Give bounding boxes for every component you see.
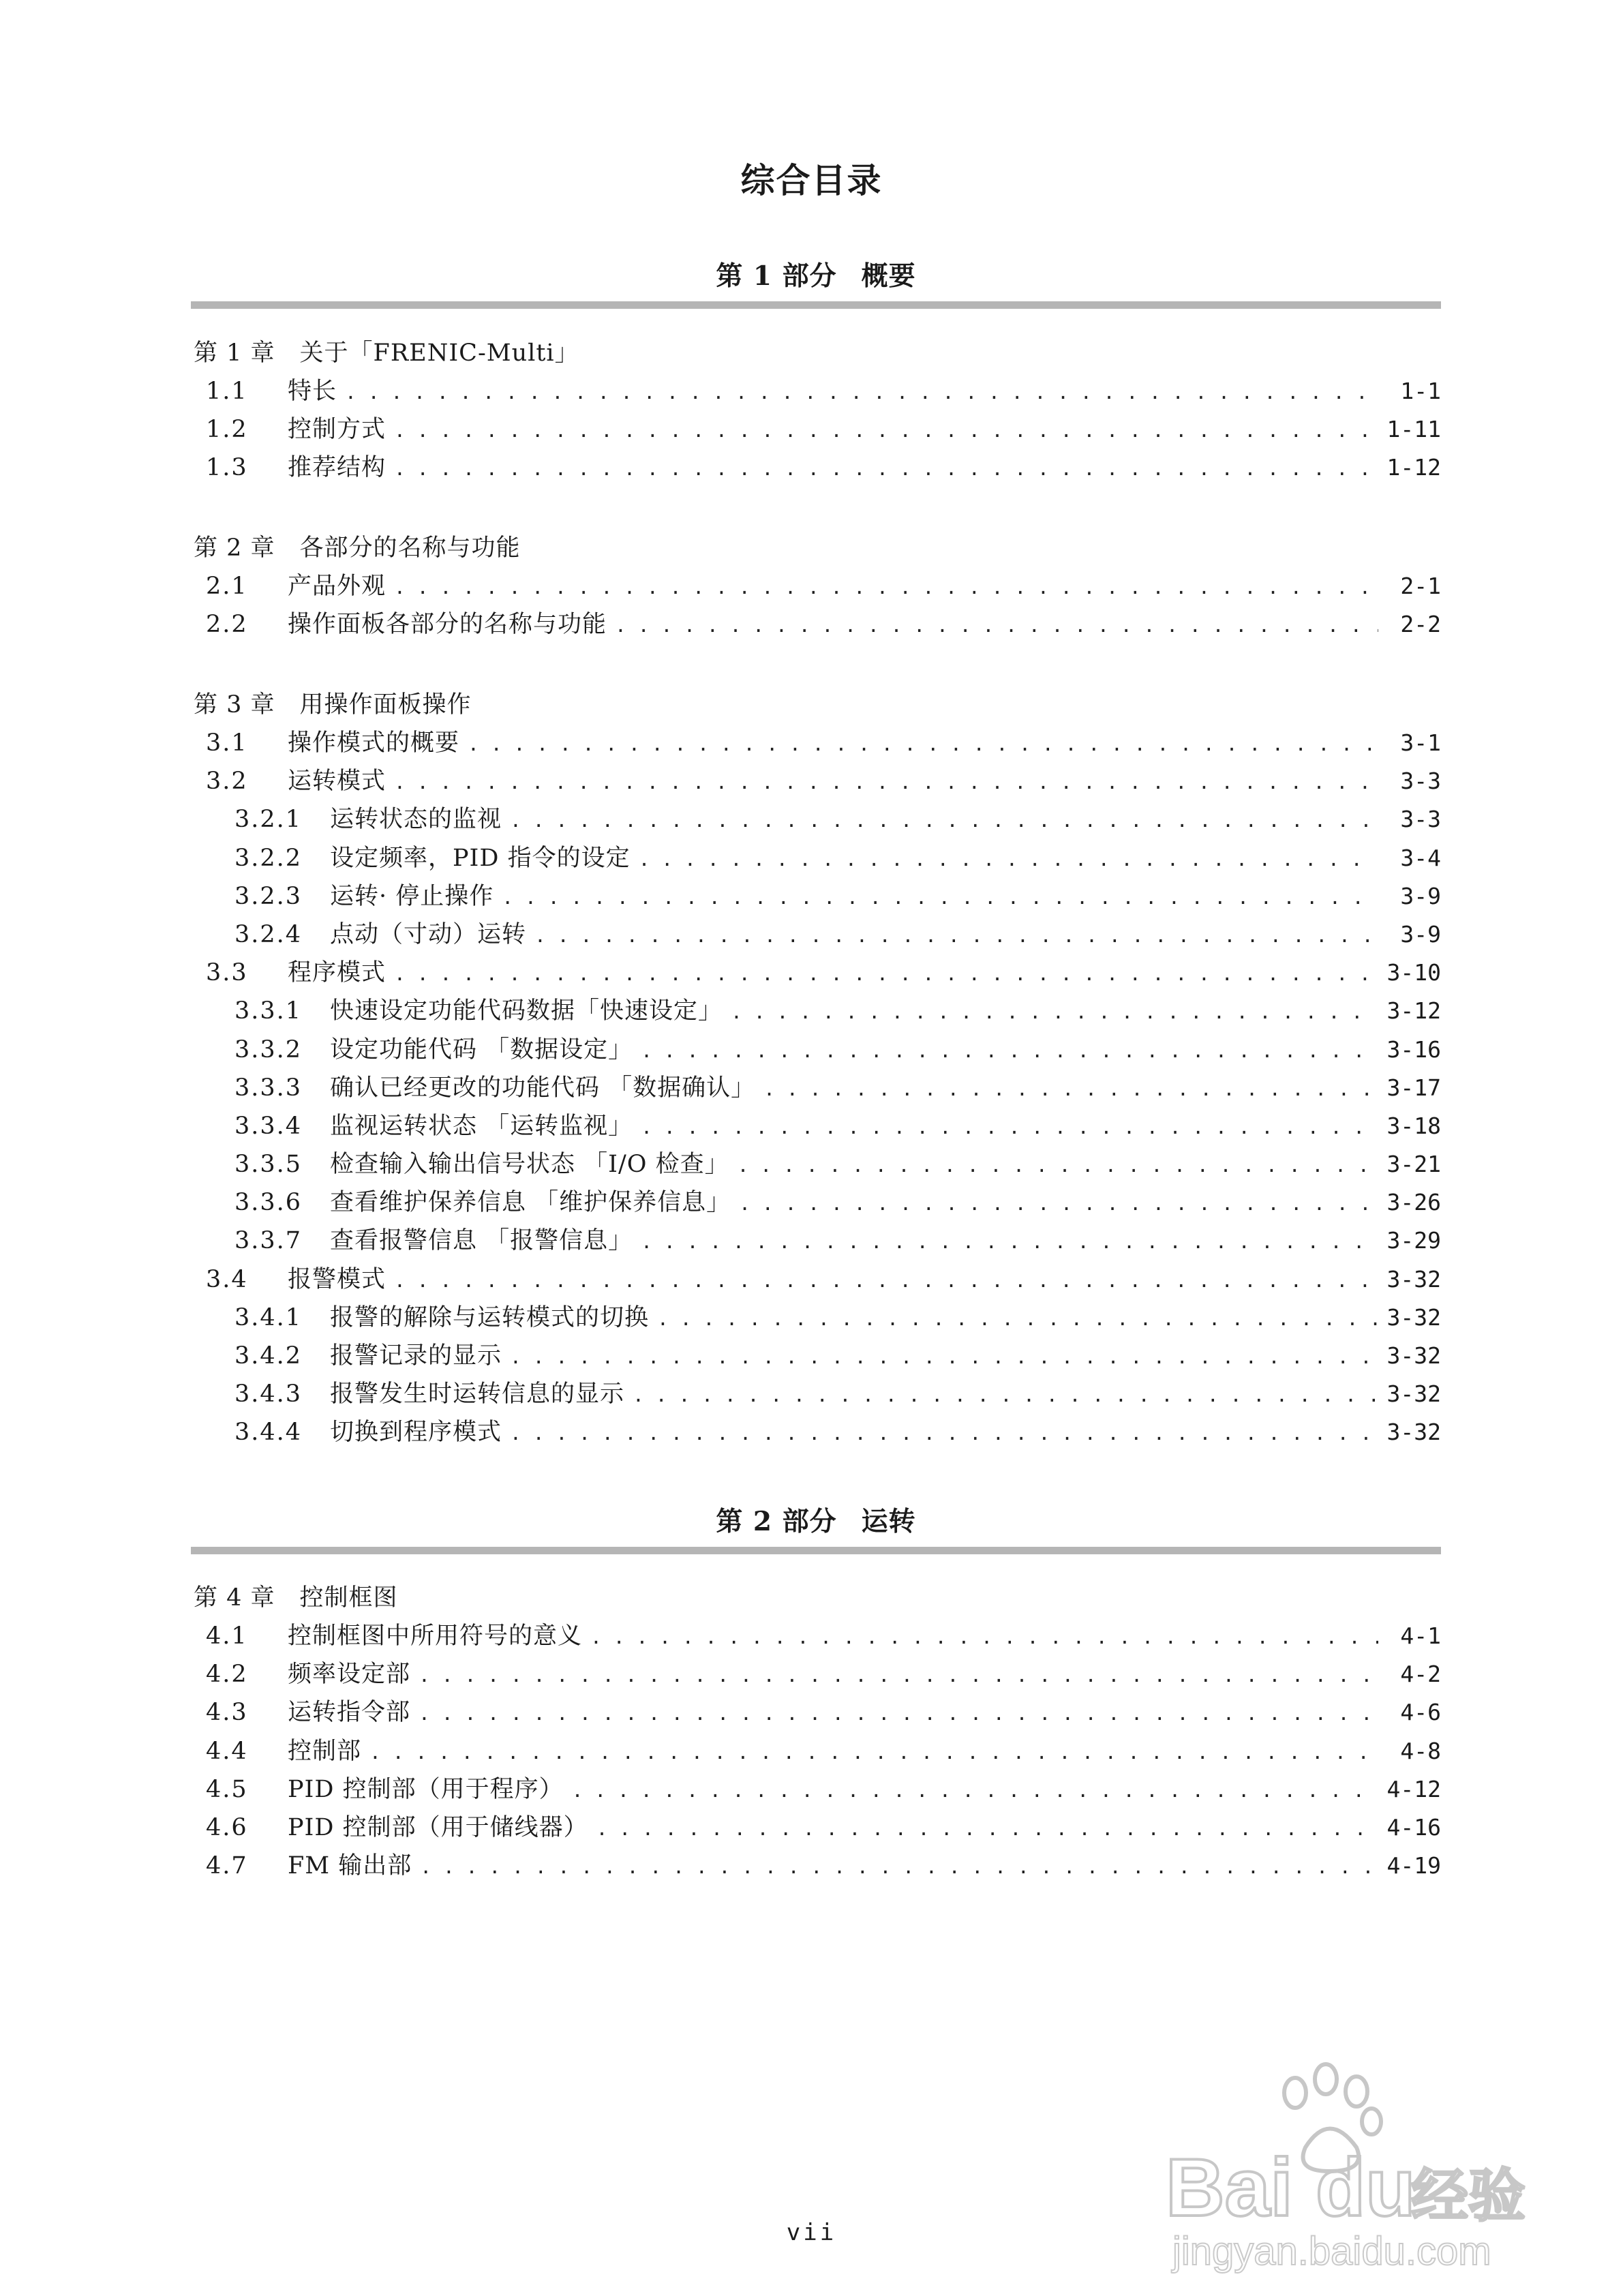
- entry-page: 1-12: [1386, 454, 1441, 481]
- entry-page: 3-9: [1400, 920, 1441, 948]
- toc-entry-3-4-3[interactable]: [194, 1375, 1441, 1413]
- entry-page: 2-2: [1400, 611, 1441, 638]
- entry-page: 3-32: [1386, 1380, 1441, 1408]
- entry-number: 3.2.1: [234, 806, 303, 834]
- dot-leader: [738, 1147, 1378, 1185]
- entry-label: 点动（寸动）运转: [330, 920, 527, 948]
- entry-page: 3-10: [1386, 959, 1441, 986]
- entry-number: 3.2.4: [234, 920, 303, 948]
- toc-entry-4-1[interactable]: [194, 1617, 1441, 1655]
- entry-number: 2.2: [206, 611, 248, 639]
- toc-entry-3-4[interactable]: [194, 1260, 1441, 1299]
- chapter-title: [194, 334, 1441, 372]
- watermark-url: jingyan.baidu.com: [1172, 2229, 1491, 2274]
- dot-leader: [534, 917, 1378, 955]
- entry-label: 频率设定部: [288, 1661, 411, 1689]
- entry-number: 3.2.2: [234, 844, 303, 872]
- entry-number: 3.3.3: [234, 1074, 303, 1102]
- watermark-brand-cn: 经验: [1411, 2162, 1526, 2229]
- chapter-name: 用操作面板操作: [299, 691, 472, 719]
- entry-number: 4.4: [206, 1737, 248, 1765]
- toc-entry-1-2[interactable]: [194, 410, 1441, 449]
- entry-page: 3-3: [1400, 806, 1441, 833]
- entry-page: 3-26: [1386, 1189, 1441, 1216]
- entry-number: 4.6: [206, 1813, 248, 1841]
- toc-entry-4-6[interactable]: [194, 1809, 1441, 1847]
- dot-leader: [615, 607, 1378, 645]
- toc-entry-1-1[interactable]: [194, 372, 1441, 410]
- toc-entry-4-2[interactable]: [194, 1655, 1441, 1693]
- entry-label: 运转指令部: [288, 1699, 411, 1727]
- chapter-name: 控制框图: [299, 1584, 398, 1612]
- part-name: 概要: [861, 260, 916, 292]
- part-header-2: [191, 1503, 1441, 1554]
- entry-label: 推荐结构: [288, 454, 386, 482]
- entry-page: 3-32: [1386, 1265, 1441, 1293]
- toc-entry-2-2[interactable]: [194, 605, 1441, 644]
- part-title: [191, 258, 1441, 294]
- entry-label: 查看维护保养信息 「维护保养信息」: [330, 1189, 731, 1217]
- dot-leader: [657, 1300, 1378, 1338]
- dot-leader: [510, 1415, 1378, 1453]
- entry-label: 监视运转状态 「运转监视」: [330, 1112, 633, 1140]
- toc-entry-4-3[interactable]: [194, 1693, 1441, 1732]
- entry-label: 快速设定功能代码数据「快速设定」: [330, 997, 723, 1025]
- entry-page: 4-16: [1386, 1813, 1441, 1841]
- entry-label: PID 控制部（用于程序）: [288, 1775, 564, 1803]
- dot-leader: [641, 1223, 1378, 1261]
- dot-leader: [639, 841, 1378, 879]
- part-title: [191, 1503, 1441, 1540]
- page-title: 综合目录: [740, 160, 883, 200]
- dot-leader: [596, 1810, 1378, 1848]
- entry-number: 3.1: [206, 729, 248, 757]
- entry-label: 运转· 停止操作: [330, 882, 494, 910]
- entry-label: 报警记录的显示: [330, 1342, 502, 1370]
- entry-page: 3-32: [1386, 1303, 1441, 1331]
- chapter-3: [194, 686, 1441, 1452]
- toc-entry-3-2-2[interactable]: [194, 839, 1441, 877]
- toc-entry-3-4-4[interactable]: [194, 1413, 1441, 1451]
- part-label: 第 2 部分: [716, 1506, 837, 1537]
- entry-number: 4.7: [206, 1852, 248, 1880]
- chapter-label: 第 4 章: [194, 1584, 275, 1612]
- entry-page: 3-9: [1400, 882, 1441, 909]
- entry-page: 4-1: [1400, 1622, 1441, 1649]
- entry-label: FM 输出部: [288, 1852, 412, 1880]
- entry-label: 确认已经更改的功能代码 「数据确认」: [330, 1074, 756, 1102]
- dot-leader: [420, 1848, 1378, 1886]
- toc-entry-3-4-2[interactable]: [194, 1337, 1441, 1375]
- dot-leader: [394, 450, 1378, 488]
- toc-entry-3-3-2[interactable]: [194, 1031, 1441, 1069]
- entry-number: 3.3.2: [234, 1036, 303, 1063]
- dot-leader: [633, 1376, 1378, 1415]
- entry-number: 1.2: [206, 416, 248, 444]
- dot-leader: [345, 374, 1378, 412]
- entry-page: 1-11: [1386, 416, 1441, 443]
- entry-label: 产品外观: [288, 573, 386, 600]
- entry-label: 运转模式: [288, 768, 386, 796]
- dot-leader: [394, 569, 1378, 607]
- entry-page: 3-21: [1386, 1151, 1441, 1178]
- entry-label: 报警模式: [288, 1265, 386, 1293]
- entry-page: 4-2: [1400, 1661, 1441, 1688]
- entry-label: 报警的解除与运转模式的切换: [330, 1303, 650, 1331]
- entry-label: 控制框图中所用符号的意义: [288, 1622, 583, 1650]
- entry-number: 3.4.3: [234, 1380, 303, 1408]
- toc-entry-3-2[interactable]: [194, 762, 1441, 800]
- entry-number: 4.1: [206, 1622, 248, 1650]
- page-number: vii: [786, 2219, 837, 2246]
- entry-page: 4-8: [1400, 1737, 1441, 1764]
- entry-page: 3-3: [1400, 768, 1441, 795]
- dot-leader: [369, 1734, 1378, 1772]
- entry-number: 3.3: [206, 959, 248, 987]
- entry-label: 运转状态的监视: [330, 806, 502, 834]
- chapter-4: [194, 1579, 1441, 1885]
- dot-leader: [502, 879, 1378, 917]
- entry-number: 4.2: [206, 1661, 248, 1689]
- dot-leader: [394, 1262, 1378, 1300]
- toc-entry-4-4[interactable]: [194, 1732, 1441, 1770]
- toc-entry-3-4-1[interactable]: [194, 1299, 1441, 1337]
- toc-entry-3-3-1[interactable]: [194, 992, 1441, 1030]
- toc-entry-3-3-5[interactable]: [194, 1145, 1441, 1183]
- entry-page: 3-12: [1386, 997, 1441, 1025]
- entry-number: 3.3.5: [234, 1151, 303, 1179]
- dot-leader: [468, 725, 1378, 764]
- entry-number: 3.3.4: [234, 1112, 303, 1140]
- chapter-label: 第 2 章: [194, 534, 275, 562]
- entry-label: 报警发生时运转信息的显示: [330, 1380, 625, 1408]
- entry-number: 3.4.2: [234, 1342, 303, 1370]
- part-header-1: [191, 258, 1441, 309]
- toc-entry-4-5[interactable]: [194, 1770, 1441, 1809]
- chapter-name: 关于「FRENIC-Multi」: [299, 339, 579, 367]
- dot-leader: [510, 1338, 1378, 1376]
- entry-label: 操作模式的概要: [288, 729, 460, 757]
- chapter-title: [194, 529, 1441, 567]
- entry-label: 设定频率，PID 指令的设定: [330, 844, 631, 872]
- entry-label: 操作面板各部分的名称与功能: [288, 611, 607, 639]
- toc-entry-3-3-4[interactable]: [194, 1107, 1441, 1145]
- part-name: 运转: [861, 1506, 916, 1537]
- dot-leader: [394, 764, 1378, 802]
- entry-number: 3.3.7: [234, 1227, 303, 1255]
- toc-entry-3-2-1[interactable]: [194, 800, 1441, 839]
- entry-label: 控制部: [288, 1737, 362, 1765]
- entry-label: 查看报警信息 「报警信息」: [330, 1227, 633, 1255]
- dot-leader: [394, 955, 1378, 993]
- dot-leader: [572, 1772, 1378, 1810]
- toc-entry-2-1[interactable]: [194, 567, 1441, 605]
- chapter-2: [194, 529, 1441, 644]
- toc-entry-3-3-7[interactable]: [194, 1222, 1441, 1260]
- entry-page: 2-1: [1400, 573, 1441, 599]
- entry-label: 检查输入输出信号状态 「I/O 检查」: [330, 1151, 729, 1179]
- entry-page: 3-17: [1386, 1074, 1441, 1101]
- entry-page: 3-1: [1400, 729, 1441, 756]
- entry-number: 3.4.1: [234, 1303, 303, 1331]
- toc-entry-3-3[interactable]: [194, 954, 1441, 992]
- dot-leader: [590, 1618, 1378, 1657]
- dot-leader: [641, 1032, 1378, 1070]
- entry-number: 1.3: [206, 454, 248, 482]
- chapter-title: [194, 686, 1441, 724]
- entry-label: 程序模式: [288, 959, 386, 987]
- toc-entry-3-3-3[interactable]: [194, 1069, 1441, 1107]
- part-divider: [191, 1547, 1441, 1554]
- entry-page: 3-32: [1386, 1419, 1441, 1446]
- part-label: 第 1 部分: [716, 260, 837, 292]
- entry-label: PID 控制部（用于储线器）: [288, 1813, 588, 1841]
- dot-leader: [394, 412, 1378, 450]
- entry-number: 3.3.1: [234, 997, 303, 1025]
- dot-leader: [641, 1108, 1378, 1147]
- entry-label: 切换到程序模式: [330, 1419, 502, 1447]
- dot-leader: [419, 1657, 1378, 1695]
- entry-page: 3-16: [1386, 1036, 1441, 1063]
- entry-label: 设定功能代码 「数据设定」: [330, 1036, 633, 1063]
- toc-entry-3-2-4[interactable]: [194, 916, 1441, 954]
- part-divider: [191, 301, 1441, 309]
- chapter-label: 第 3 章: [194, 691, 275, 719]
- entry-page: 1-1: [1400, 378, 1441, 404]
- entry-label: 特长: [288, 378, 337, 405]
- dot-leader: [739, 1185, 1378, 1223]
- entry-page: 4-6: [1400, 1699, 1441, 1726]
- entry-page: 3-29: [1386, 1227, 1441, 1254]
- toc-entry-4-7[interactable]: [194, 1847, 1441, 1885]
- dot-leader: [510, 802, 1378, 840]
- entry-number: 3.4: [206, 1265, 248, 1293]
- dot-leader: [419, 1695, 1378, 1733]
- toc-entry-1-3[interactable]: [194, 449, 1441, 487]
- entry-number: 3.4.4: [234, 1419, 303, 1447]
- chapter-title: [194, 1579, 1441, 1617]
- toc-entry-3-1[interactable]: [194, 724, 1441, 762]
- entry-page: 3-18: [1386, 1112, 1441, 1139]
- dot-leader: [763, 1070, 1378, 1108]
- entry-number: 3.2: [206, 768, 248, 796]
- entry-page: 3-32: [1386, 1342, 1441, 1369]
- entry-number: 4.3: [206, 1699, 248, 1727]
- entry-number: 3.2.3: [234, 882, 303, 910]
- watermark-brand: Bai: [1166, 2142, 1293, 2233]
- entry-label: 控制方式: [288, 416, 386, 444]
- chapter-label: 第 1 章: [194, 339, 275, 367]
- toc-entry-3-2-3[interactable]: [194, 877, 1441, 916]
- dot-leader: [731, 993, 1378, 1031]
- entry-number: 4.5: [206, 1775, 248, 1803]
- entry-page: 4-19: [1386, 1852, 1441, 1879]
- chapter-name: 各部分的名称与功能: [299, 534, 521, 562]
- entry-number: 3.3.6: [234, 1189, 303, 1217]
- toc-entry-3-3-6[interactable]: [194, 1183, 1441, 1222]
- entry-number: 1.1: [206, 378, 248, 405]
- chapter-1: [194, 334, 1441, 487]
- svg-text:du: du: [1316, 2142, 1416, 2233]
- entry-number: 2.1: [206, 573, 248, 600]
- entry-page: 3-4: [1400, 844, 1441, 871]
- entry-page: 4-12: [1386, 1775, 1441, 1802]
